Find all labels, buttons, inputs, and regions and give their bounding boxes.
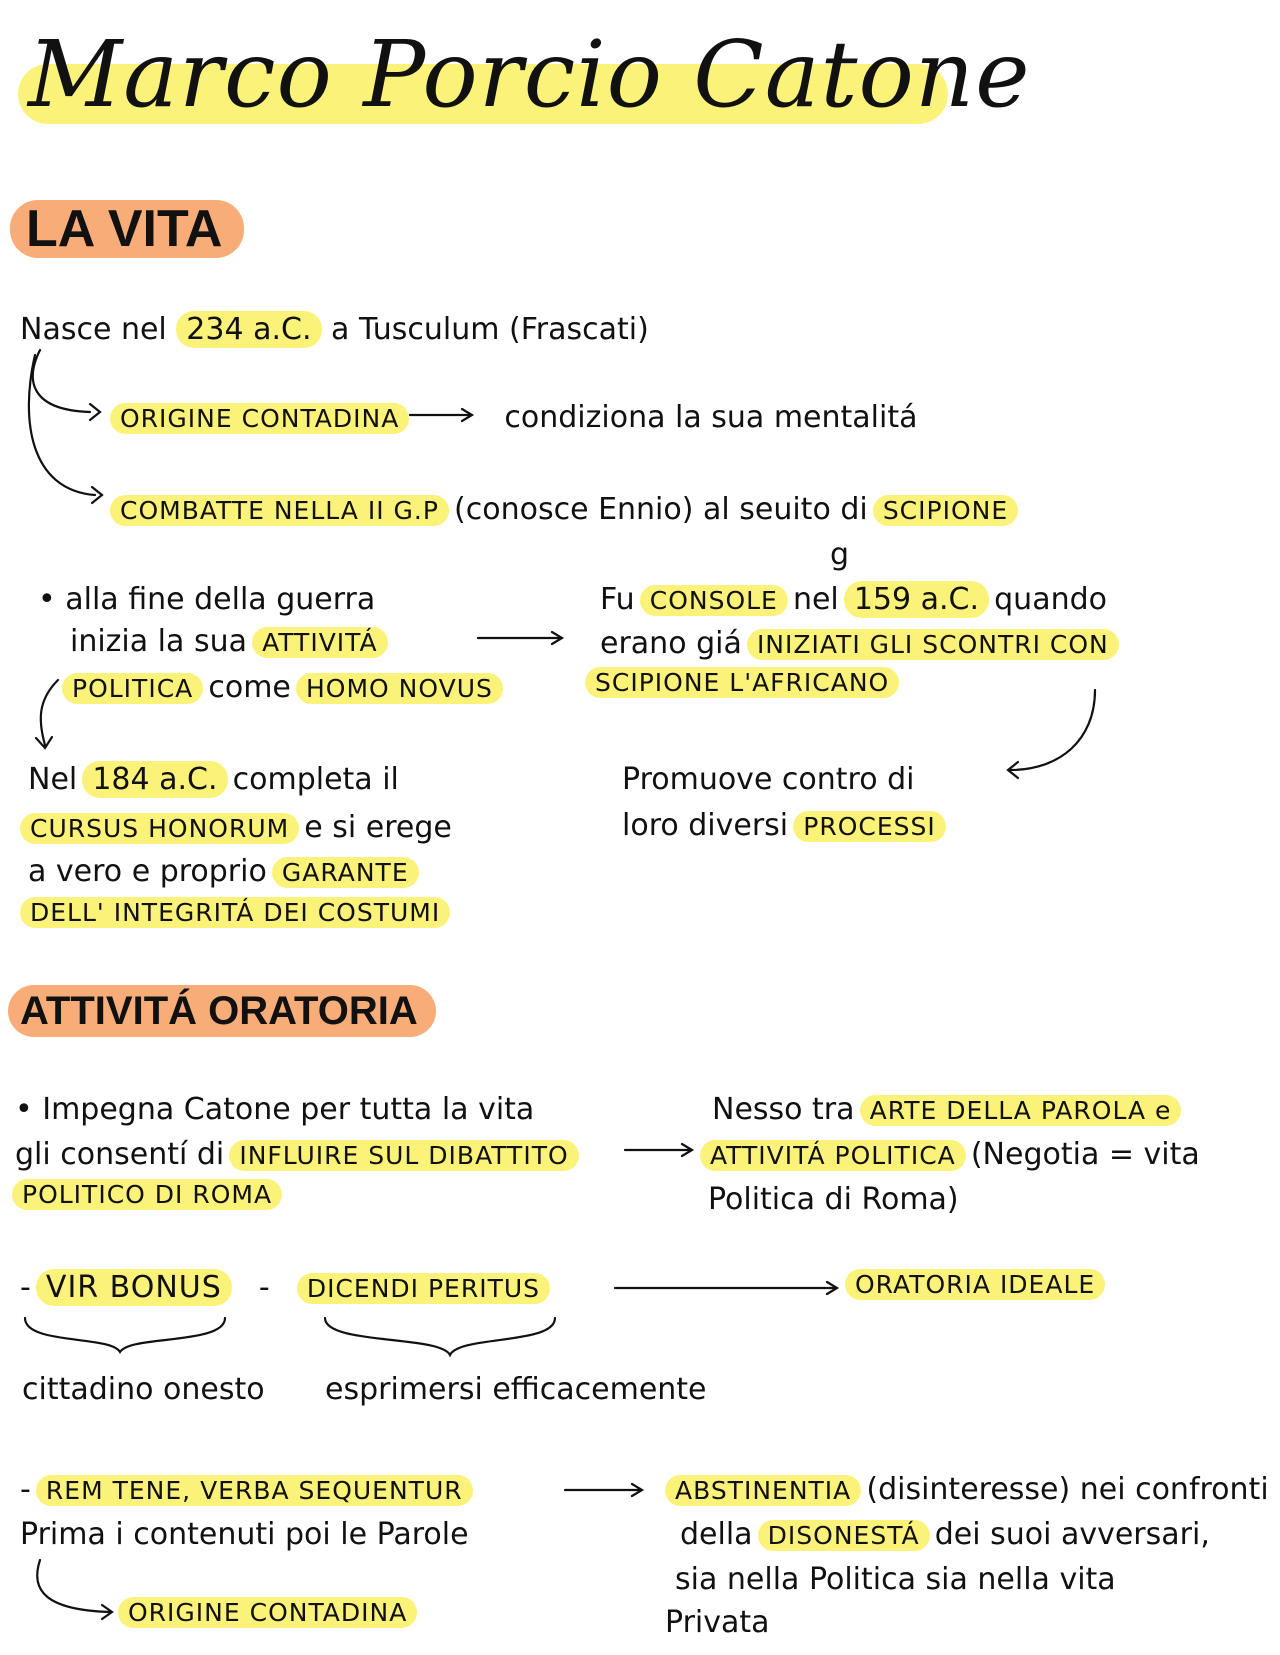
highlight-integrita: DELL' INTEGRITÁ DEI COSTUMI [20,897,450,928]
vita-line-cursus [20,808,452,848]
text-completa: completa il [232,762,399,797]
text-dash-1: - [20,1270,31,1305]
highlight-garante: GARANTE [272,857,419,888]
text-privata: Privata [665,1605,770,1640]
text-prima: Prima i contenuti poi le Parole [20,1517,469,1552]
text-politica-roma: Politica di Roma) [708,1182,959,1217]
highlight-homo-novus: HOMO NOVUS [296,673,503,704]
text-erano: erano giá [600,626,742,661]
highlight-159: 159 a.C. [844,581,989,618]
section-header-oratoria: ATTIVITÁ ORATORIA [8,985,436,1037]
vita-line-184 [28,760,399,800]
text-uito-di: uito di [773,492,868,527]
text-erege: e si erege [304,810,452,845]
vita-line-combatte [110,490,1018,530]
text-impegna: • Impegna Catone per tutta la vita [15,1092,535,1127]
vita-line-processi [622,806,946,846]
oratoria-line-disonesta [680,1515,1210,1555]
highlight-origine-2: ORIGINE CONTADINA [118,1597,417,1628]
arrow-nesso [625,1144,692,1156]
text-nasce: Nasce nel [20,312,167,347]
text-sia-politica: sia nella Politica sia nella vita [675,1562,1116,1597]
highlight-politica: POLITICA [62,673,203,704]
oratoria-line-nesso [712,1090,1181,1130]
vita-line-nasce [20,310,649,350]
highlight-processi: PROCESSI [793,811,946,842]
text-della: della [680,1517,753,1552]
vita-line-erano [600,624,1119,664]
highlight-influire: INFLUIRE SUL DIBATTITO [229,1140,578,1171]
highlight-scipione: SCIPIONE [873,495,1018,526]
text-esprimersi: esprimersi efficacemente [325,1372,707,1407]
highlight-scontri: INIZIATI GLI SCONTRI CON [747,629,1119,660]
oratoria-line-origine2 [118,1598,417,1627]
vita-line-vero [28,852,419,892]
text-consenti: gli consentí di [15,1137,225,1172]
highlight-dicendi: DICENDI PERITUS [297,1273,550,1304]
arrow-down-left [36,680,58,748]
text-cittadino: cittadino onesto [22,1372,265,1407]
text-loro-diversi: loro diversi [622,808,789,843]
text-avversari: dei suoi avversari, [934,1517,1210,1552]
vita-line-integrita [20,898,450,927]
text-quando: quando [994,582,1107,617]
text-nesso: Nesso tra [712,1092,855,1127]
vita-line-origine [110,398,918,438]
text-tusculum: a Tusculum (Frascati) [331,312,649,347]
branch-line-origine2 [37,1560,112,1619]
highlight-184: 184 a.C. [82,761,227,798]
text-nel-184: Nel [28,762,78,797]
oratoria-line-abst [665,1470,1269,1510]
oratoria-line-vir [20,1268,550,1308]
text-negotia: (Negotia = vita [970,1137,1200,1172]
highlight-abstinentia: ABSTINENTIA [665,1475,861,1506]
text-conosce-ennio: (conosce Ennio) al se [454,492,774,527]
oratoria-line-politico [12,1180,282,1209]
highlight-rem-tene: REM TENE, VERBA SEQUENTUR [36,1475,473,1506]
branch-line-combatte [29,355,95,495]
highlight-arte: ARTE DELLA PAROLA e [860,1095,1182,1126]
text-fu: Fu [600,582,635,617]
arrow-oratoria-ideale [615,1282,837,1294]
highlight-origine: ORIGINE CONTADINA [110,403,409,434]
text-correction-g: g [830,537,850,572]
highlight-africano: SCIPIONE L'AFRICANO [585,667,899,698]
highlight-attivita: ATTIVITÁ [252,627,388,658]
arrow-head-origine [90,404,100,420]
section-header-vita: LA VITA [10,200,244,258]
branch-line-origine [33,350,90,412]
highlight-combatte: COMBATTE NELLA II G.P [110,495,449,526]
highlight-vir-bonus: VIR BONUS [36,1269,232,1306]
text-dash-2: - [258,1270,270,1305]
text-dash-3: - [20,1472,31,1507]
text-nel: nel [792,582,839,617]
vita-line-politica [62,668,503,708]
oratoria-line-attpol [700,1135,1200,1175]
arrow-attivita [478,632,562,644]
brace-dicendi [325,1318,555,1355]
highlight-attivita-politica: ATTIVITÁ POLITICA [700,1140,966,1171]
highlight-disonesta: DISONESTÁ [758,1520,930,1551]
highlight-politico: POLITICO DI ROMA [12,1179,282,1210]
highlight-console: CONSOLE [640,585,788,616]
highlight-cursus: CURSUS HONORUM [20,813,299,844]
vita-line-console [600,580,1107,620]
brace-vir [25,1318,225,1352]
text-condiziona: condiziona la sua mentalitá [504,400,918,435]
oratoria-line-rem [20,1470,473,1510]
oratoria-line-ideale [845,1270,1105,1299]
vita-line-inizia [70,622,388,662]
oratoria-line-influire [15,1135,579,1175]
text-promuove: Promuove contro di [622,762,915,797]
text-vero: a vero e proprio [28,854,267,889]
highlight-oratoria-ideale: ORATORIA IDEALE [845,1269,1105,1300]
text-alla-fine: • alla fine della guerra [38,582,376,617]
vita-line-africano [585,668,899,697]
arrow-rem [565,1484,642,1496]
page-title: Marco Porcio Catone [28,21,1031,128]
text-come: come [208,670,291,705]
arrow-promuove [1008,690,1095,778]
text-inizia: inizia la sua [70,624,247,659]
text-disinteresse: (disinteresse) nei confronti [866,1472,1269,1507]
highlight-234: 234 a.C. [176,311,321,348]
